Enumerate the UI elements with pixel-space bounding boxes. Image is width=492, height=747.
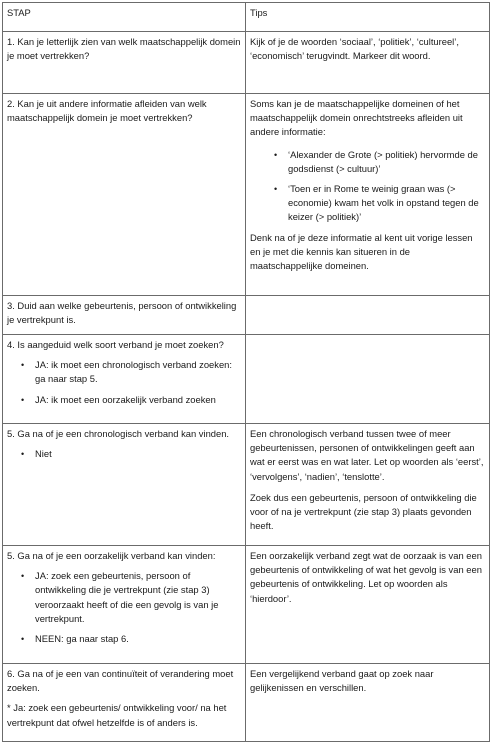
table-row bbox=[3, 335, 490, 424]
tip-text: Kijk of je de woorden ‘sociaal’, ‘politiek’, ‘cultureel’, ‘economisch’ terugvindt. Markeer dit woord. bbox=[250, 36, 459, 62]
tip-example: ‘Toen er in Rome te weinig graan was (> economie) kwam het volk in opstand tegen de keizer (> politiek)’ bbox=[288, 183, 479, 223]
step-option: NEEN: ga naar stap 6. bbox=[35, 633, 129, 645]
header-stap-label: STAP bbox=[7, 7, 31, 18]
tip-cell bbox=[246, 664, 490, 742]
tip-outro: Denk na of je deze informatie al kent uit vorige lessen en je met die kennis kan situeren in de maatschappelijke domeinen. bbox=[250, 231, 473, 272]
table-row bbox=[3, 32, 490, 94]
bullet-icon: • bbox=[21, 449, 25, 460]
tip-example-list bbox=[250, 148, 485, 225]
step-cell bbox=[3, 32, 246, 94]
step-text: 5. Ga na of je een oorzakelijk verband kan vinden: bbox=[7, 550, 216, 561]
step-option: JA: ik moet een oorzakelijk verband zoeken bbox=[35, 393, 216, 405]
tip-text-2: Zoek dus een gebeurtenis, persoon of ontwikkeling die voor of na je vertrekpunt (zie stap 3) plaats gevonden heeft. bbox=[250, 491, 477, 532]
bullet-icon: • bbox=[21, 571, 25, 582]
table-row bbox=[3, 94, 490, 296]
table-row bbox=[3, 296, 490, 335]
tip-cell bbox=[246, 335, 490, 424]
list-item bbox=[21, 632, 241, 646]
list-item bbox=[21, 447, 241, 461]
table-row bbox=[3, 546, 490, 664]
step-option: JA: zoek een gebeurtenis, persoon of ontwikkeling die je vertrekpunt (zie stap 3) veroorzaakt heeft of die een gevolg is van je vertrekpunt. bbox=[35, 570, 219, 624]
step-cell bbox=[3, 546, 246, 664]
step-text: 1. Kan je letterlijk zien van welk maatschappelijk domein je moet vertrekken? bbox=[7, 36, 241, 62]
bullet-icon: • bbox=[21, 360, 25, 371]
steps-tips-table bbox=[2, 2, 490, 742]
tip-cell bbox=[246, 424, 490, 546]
tip-example: ‘Alexander de Grote (> politiek) hervormde de godsdienst (> cultuur)’ bbox=[288, 148, 478, 174]
step-cell bbox=[3, 94, 246, 296]
step-text: 2. Kan je uit andere informatie afleiden van welk maatschappelijk domein je moet vertrekken? bbox=[7, 98, 207, 124]
step-cell bbox=[3, 335, 246, 424]
list-item bbox=[274, 148, 485, 176]
step-cell bbox=[3, 424, 246, 546]
header-cell-stap bbox=[3, 3, 246, 32]
tip-cell bbox=[246, 32, 490, 94]
table-row bbox=[3, 424, 490, 546]
bullet-icon: • bbox=[274, 149, 278, 160]
step-cell bbox=[3, 664, 246, 742]
step-text: 5. Ga na of je een chronologisch verband kan vinden. bbox=[7, 428, 230, 439]
bullet-icon: • bbox=[21, 634, 25, 645]
list-item bbox=[21, 358, 241, 386]
tip-text: Een oorzakelijk verband zegt wat de oorzaak is van een gebeurtenis of ontwikkeling of wat het gevolg is van een gebeurtenis of ontwikkeling. Let op woorden als ‘hierdoor’. bbox=[250, 550, 482, 604]
tip-cell bbox=[246, 296, 490, 335]
tip-intro: Soms kan je de maatschappelijke domeinen of het maatschappelijk domein onrechtstreeks afleiden uit andere informatie: bbox=[250, 98, 463, 138]
tip-text: Een chronologisch verband tussen twee of meer gebeurtenissen, personen of ontwikkelingen geeft aan wat er eerst was en wat later. Let op woorden als ‘eerst’, ‘vervolgens’, ‘nadien’, ‘tenslotte’. bbox=[250, 428, 484, 482]
tip-cell bbox=[246, 546, 490, 664]
step-note: * Ja: zoek een gebeurtenis/ ontwikkeling voor/ na het vertrekpunt dat ofwel hetzelfde is of anders is. bbox=[7, 702, 227, 728]
table-header-row bbox=[3, 3, 490, 32]
list-item bbox=[21, 569, 241, 626]
step-text: 4. Is aangeduid welk soort verband je moet zoeken? bbox=[7, 339, 224, 350]
step-text: 6. Ga na of je een van continuïteit of verandering moet zoeken. bbox=[7, 668, 234, 694]
step-option: Niet bbox=[35, 448, 52, 460]
list-item bbox=[21, 393, 241, 407]
bullet-icon: • bbox=[274, 184, 278, 195]
tip-text: Een vergelijkend verband gaat op zoek naar gelijkenissen en verschillen. bbox=[250, 668, 434, 694]
step-text: 3. Duid aan welke gebeurtenis, persoon of ontwikkeling je vertrekpunt is. bbox=[7, 300, 237, 326]
header-tips-label: Tips bbox=[250, 7, 268, 18]
tip-cell bbox=[246, 94, 490, 296]
step-cell bbox=[3, 296, 246, 335]
table-row bbox=[3, 664, 490, 742]
step-option-list bbox=[7, 569, 241, 646]
step-option-list bbox=[7, 447, 241, 461]
step-option-list bbox=[7, 358, 241, 407]
header-cell-tips bbox=[246, 3, 490, 32]
list-item bbox=[274, 182, 485, 225]
step-option: JA: ik moet een chronologisch verband zoeken: ga naar stap 5. bbox=[35, 359, 232, 385]
bullet-icon: • bbox=[21, 394, 25, 405]
